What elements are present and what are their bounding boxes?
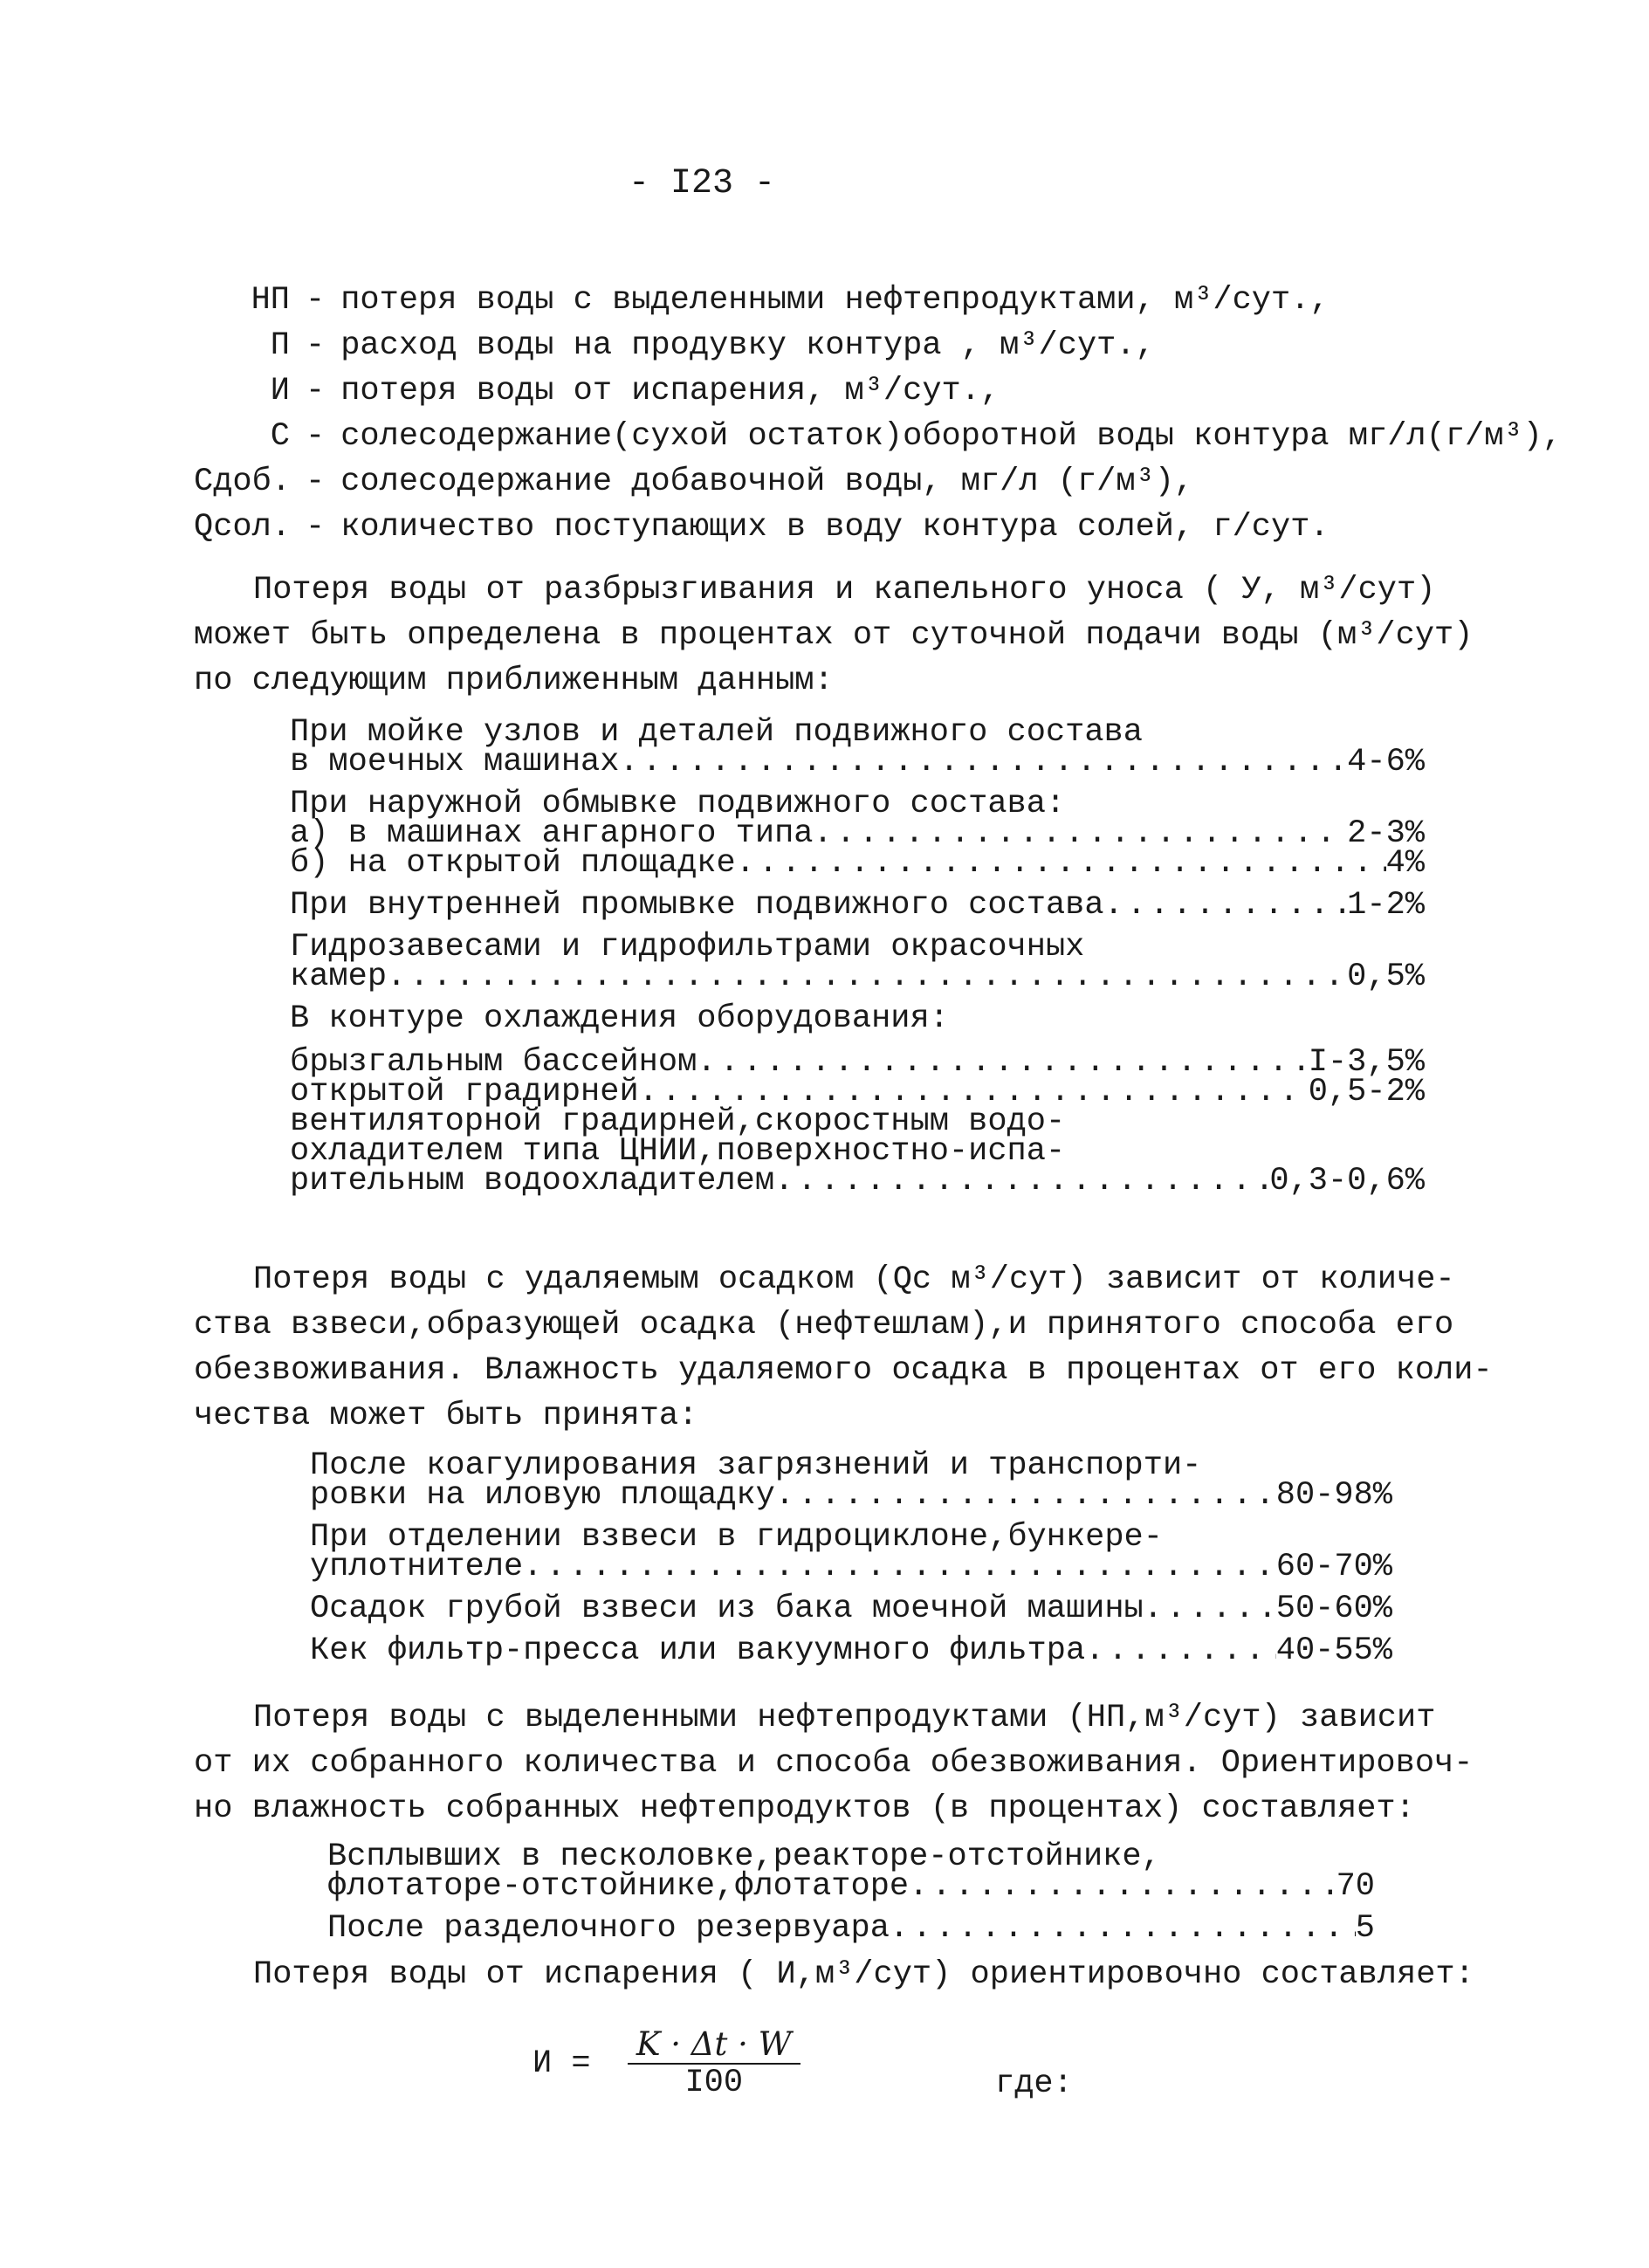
item-label: брызгальным бассейном (290, 1044, 697, 1081)
evaporation-formula (532, 2025, 800, 2101)
item-heading: Всплывших в песколовке,реакторе-отстойнике, (327, 1838, 1161, 1875)
definition-item: С - солесодержание(сухой остаток)оборотной воды контура мг/л(г/м³), (194, 414, 1486, 459)
item-value: 0,5% (1347, 959, 1425, 995)
definition-symbol: И (270, 373, 290, 409)
item-value: 60-70% (1275, 1549, 1392, 1585)
list-item (327, 1910, 1375, 1947)
paragraph-line: Потеря воды от разбрызгивания и капельного уноса ( У, м³/сут) (253, 572, 1436, 608)
definition-symbol: НП (251, 282, 290, 319)
item-heading: Гидрозавесами и гидрофильтрами окрасочных (290, 929, 1085, 966)
paragraph-line: может быть определена в процентах от суточной подачи воды (м³/сут) (194, 617, 1474, 654)
definition-item: Qсол. - количество поступающих в воду контура солей, г/сут. (194, 505, 1486, 550)
paragraph-oil-loss (194, 1695, 1474, 1832)
item-heading: вентиляторной градирней,скоростным водо- охладителем типа ЦНИИ,поверхностно-испа- (290, 1103, 1066, 1170)
paragraph-spray-loss (194, 567, 1474, 704)
list-item (290, 929, 1425, 995)
spray-loss-list (290, 714, 1425, 1208)
item-label: Кек фильтр-пресса или вакуумного фильтра (310, 1632, 1086, 1669)
paragraph-sediment-loss (194, 1257, 1493, 1439)
list-item (290, 714, 1425, 780)
list-item (310, 1447, 1392, 1514)
definition-symbol: Qсол. (194, 509, 292, 546)
item-value: 0,5-2% (1308, 1074, 1425, 1110)
definition-item: Сдоб. - солесодержание добавочной воды, мг/л (г/м³), (194, 459, 1486, 505)
paragraph-line: по следующим приближенным данным: (194, 663, 834, 699)
paragraph-line: Потеря воды от испарения ( И,м³/сут) ориентировочно составляет: (253, 1956, 1474, 1993)
paragraph-line: но влажность собранных нефтепродуктов (в процентах) составляет: (194, 1790, 1415, 1827)
definition-symbol: П (270, 327, 290, 364)
item-heading: В контуре охлаждения оборудования: (290, 1000, 949, 1037)
definition-text: количество поступающих в воду контура солей, г/сут. (340, 509, 1330, 546)
item-heading: При наружной обмывке подвижного состава: (290, 786, 1066, 822)
definition-text: солесодержание добавочной воды, мг/л (г/м³), (340, 464, 1194, 500)
list-item (290, 1000, 1425, 1110)
definition-text: потеря воды от испарения, м³/сут., (340, 373, 1000, 409)
item-value: 4-6% (1347, 744, 1425, 780)
paragraph-evaporation-loss (194, 1952, 1474, 1997)
list-item (290, 786, 1425, 882)
list-item (290, 887, 1425, 924)
item-heading: При отделении взвеси в гидроциклоне,бункере- (310, 1519, 1163, 1556)
definitions-list (194, 278, 1563, 550)
item-label: флотаторе-отстойнике,флотаторе (327, 1868, 910, 1905)
item-label: Осадок грубой взвеси из бака моечной машины (310, 1591, 1144, 1627)
item-label: рительным водоохладителем (290, 1163, 775, 1199)
item-label: а) в машинах ангарного типа (290, 815, 814, 852)
formula-denominator: I00 (684, 2065, 744, 2101)
item-label: камер (290, 959, 388, 995)
item-value: 40-55% (1275, 1632, 1392, 1669)
item-label: После разделочного резервуара (327, 1910, 890, 1947)
item-value: 4% (1385, 845, 1425, 882)
item-value: 1-2% (1347, 887, 1425, 924)
page-number: - I23 - (629, 164, 776, 203)
item-label: ровки на иловую площадку (310, 1477, 775, 1514)
list-item (290, 1103, 1425, 1199)
item-value: 50-60% (1275, 1591, 1392, 1627)
item-label: в моечных машинах (290, 744, 620, 780)
item-value: 0,3-0,6% (1269, 1163, 1425, 1199)
definition-item: НП - потеря воды с выделенными нефтепродуктами, м³/сут., (194, 278, 1486, 323)
item-value: 5 (1355, 1910, 1375, 1947)
definition-symbol: С (270, 418, 290, 455)
definition-item: П - расход воды на продувку контура , м³/сут., (194, 323, 1486, 368)
list-item (310, 1591, 1392, 1627)
sediment-list (310, 1447, 1392, 1678)
where-label: где: (995, 2065, 1073, 2102)
definition-item: И - потеря воды от испарения, м³/сут., (194, 368, 1486, 414)
paragraph-line: чества может быть принята: (194, 1398, 698, 1434)
item-label: б) на открытой площадке (290, 845, 736, 882)
item-value: 80-98% (1275, 1477, 1392, 1514)
list-item (327, 1838, 1375, 1905)
item-label: открытой градирней (290, 1074, 639, 1110)
formula-fraction (628, 2025, 800, 2101)
paragraph-line: от их собранного количества и способа обезвоживания. Ориентировоч- (194, 1745, 1474, 1782)
definition-text: расход воды на продувку контура , м³/сут., (340, 327, 1155, 364)
definition-text: солесодержание(сухой остаток)оборотной воды контура мг/л(г/м³), (340, 418, 1563, 455)
list-item (310, 1632, 1392, 1669)
list-item (310, 1519, 1392, 1585)
definition-text: потеря воды с выделенными нефтепродуктами, м³/сут., (340, 282, 1330, 319)
item-heading: При мойке узлов и деталей подвижного состава (290, 714, 1143, 751)
formula-lhs: И = (532, 2045, 591, 2082)
paragraph-line: ства взвеси,образующей осадка (нефтешлам),и принятого способа его (194, 1307, 1454, 1344)
oil-moisture-list (327, 1838, 1375, 1955)
item-value: 2-3% (1347, 815, 1425, 852)
definition-symbol: Сдоб. (194, 464, 292, 500)
item-label: уплотнителе (310, 1549, 524, 1585)
item-label: При внутренней промывке подвижного состава (290, 887, 1104, 924)
formula-numerator: K · Δt · W (628, 2025, 800, 2065)
item-value: I-3,5% (1308, 1044, 1425, 1081)
item-heading: После коагулирования загрязнений и транспорти- (310, 1447, 1202, 1484)
paragraph-line: Потеря воды с выделенными нефтепродуктами (НП,м³/сут) зависит (253, 1700, 1436, 1736)
paragraph-line: Потеря воды с удаляемым осадком (Qс м³/сут) зависит от количе- (253, 1261, 1455, 1298)
item-value: 70 (1336, 1868, 1375, 1905)
paragraph-line: обезвоживания. Влажность удаляемого осадка в процентах от его коли- (194, 1352, 1493, 1389)
